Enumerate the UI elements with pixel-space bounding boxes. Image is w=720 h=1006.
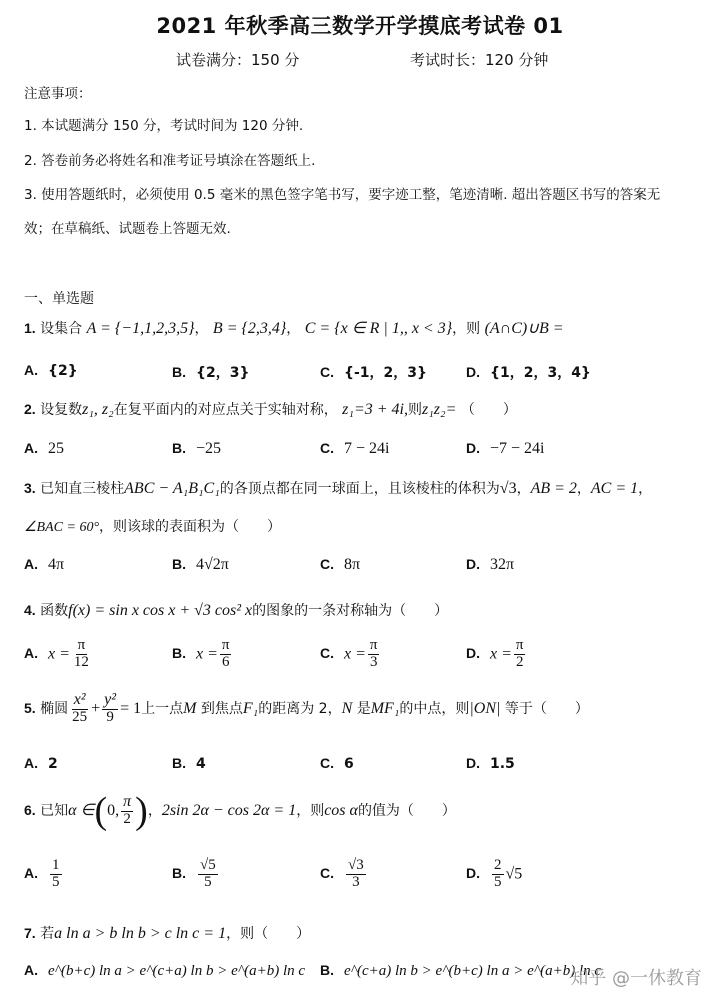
q4-text1: 函数: [40, 603, 69, 619]
q3-volume: √3: [499, 480, 517, 497]
q6-number: 6.: [24, 802, 36, 818]
q7-option-a-label: A.: [24, 962, 38, 978]
q5-plus: +: [91, 699, 101, 717]
q5-text3: 到焦点: [200, 700, 243, 717]
q4-option-c-xeq: x =: [344, 645, 366, 663]
watermark: 知乎 @一休教育: [570, 968, 702, 989]
q3-option-c-label: C.: [320, 556, 334, 572]
q5-option-b[interactable]: [172, 755, 206, 772]
q4-option-a-xeq: x =: [48, 645, 70, 663]
q2-z: z₁, z₂: [82, 401, 114, 418]
q2-option-b-text: −25: [196, 440, 222, 457]
note-1: 1. 本试题满分 150 分，考试时间为 120 分钟.: [24, 118, 304, 134]
note-3: 3. 使用答题纸时，必须使用 0.5 毫米的黑色签字笔书写，要字迹工整，笔迹清晰. 超出答题区书写的答案无: [24, 187, 661, 203]
q1-option-b[interactable]: [172, 362, 249, 382]
q6-option-a-label: A.: [24, 865, 38, 882]
q5-option-b-text: 4: [196, 756, 206, 772]
q6-c-den: 3: [352, 873, 360, 890]
q4-option-d-label: D.: [466, 645, 480, 662]
q5-option-c[interactable]: [320, 755, 354, 772]
q3-text2: 的各顶点都在同一球面上，且该棱柱的体积为: [219, 481, 500, 497]
q2-option-c[interactable]: [320, 440, 389, 458]
q3-ab: AB = 2: [530, 480, 577, 497]
q4-a-num: π: [77, 637, 86, 653]
section-heading: 一、单选题: [24, 291, 94, 307]
q3-option-d-label: D.: [466, 556, 480, 572]
q3-option-d[interactable]: [466, 556, 514, 574]
q6-option-c-label: C.: [320, 865, 334, 882]
note-2: 2. 答卷前务必将姓名和准考证号填涂在答题纸上.: [24, 153, 316, 169]
q3-text5: ，: [638, 481, 653, 497]
q1-option-b-label: B.: [172, 364, 186, 380]
q1-sep1: ，: [194, 321, 209, 337]
q5-f1: F₁: [242, 699, 259, 717]
q4-number: 4.: [24, 602, 36, 618]
q3-text3: ，: [516, 481, 531, 497]
q5-text5: 是: [356, 700, 371, 717]
q2-text3: 则: [408, 402, 422, 418]
q6-b-den: 5: [204, 873, 212, 890]
q6-a-den: 5: [52, 873, 60, 890]
q5-d1: 25: [72, 708, 88, 725]
q6-b-num: √5: [200, 857, 216, 873]
q6-pi: π: [123, 793, 132, 811]
q1-suffix: ，则: [452, 321, 481, 337]
q3-prism: ABC − A₁B₁C₁: [124, 480, 220, 497]
q2-paren: （ ）: [460, 402, 517, 418]
q4-option-b-xeq: x =: [196, 645, 218, 663]
q5-option-d-label: D.: [466, 755, 480, 771]
q5-text4: 的距离为 2，: [258, 700, 342, 717]
q4-option-a-frac: [72, 638, 91, 671]
q5-option-a-label: A.: [24, 755, 38, 771]
q1-option-a-label: A.: [24, 362, 38, 378]
question-5: [24, 692, 589, 726]
q5-frac-x: [70, 692, 89, 726]
q4-option-b[interactable]: [172, 638, 233, 671]
q3-option-b-text: 4√2π: [196, 556, 229, 573]
q2-text1: 设复数: [40, 402, 83, 418]
question-6: 6. 已知α ∈(0, $\frac{\pi}{2}$ )，2sin 2α − cos 2α = 1，则cos α的值为（ ）: [24, 790, 456, 832]
question-2: [24, 399, 517, 419]
q4-b-num: π: [221, 637, 230, 653]
q1-prefix: 设集合: [40, 321, 83, 337]
q2-option-a-text: 25: [48, 440, 64, 457]
q5-number: 5.: [24, 699, 36, 716]
q1-option-d-label: D.: [466, 364, 480, 380]
q7-option-b-label: B.: [320, 962, 334, 978]
q4-option-c-label: C.: [320, 645, 334, 662]
q5-m: M: [183, 699, 197, 717]
q6-two: 2: [123, 811, 131, 828]
q4-option-a[interactable]: [24, 638, 93, 671]
q5-d2: 9: [106, 708, 114, 725]
q4-c-den: 3: [369, 653, 378, 670]
q5-n: N: [341, 699, 353, 717]
q2-option-b-label: B.: [172, 440, 186, 456]
q4-option-b-label: B.: [172, 645, 186, 662]
q4-option-d[interactable]: [466, 638, 527, 671]
q2-option-a[interactable]: [24, 440, 64, 458]
q1-number: 1.: [24, 320, 36, 336]
q5-frac-y: [102, 692, 118, 726]
q2-option-c-text: 7 − 24i: [344, 440, 390, 457]
q6-a-num: 1: [52, 857, 60, 873]
q6-option-b-label: B.: [172, 865, 186, 882]
note-3-cont: 效；在草稿纸、试题卷上答题无效.: [24, 221, 231, 237]
q2-option-d-text: −7 − 24i: [490, 440, 545, 457]
q3-text6: ，则该球的表面积为（ ）: [99, 519, 282, 535]
q3-text1: 已知直三棱柱: [40, 481, 125, 497]
q4-option-c-frac: [368, 638, 380, 671]
q1-option-b-text: {2，3}: [196, 365, 250, 381]
q5-option-d-text: 1.5: [490, 756, 515, 772]
q4-option-d-frac: [514, 638, 526, 671]
q7-option-b[interactable]: [320, 962, 601, 980]
q5-mf1: MF₁: [370, 699, 400, 717]
q1-option-a-text: {2}: [48, 363, 78, 379]
q4-option-d-xeq: x =: [490, 645, 512, 663]
q5-option-d[interactable]: [466, 755, 515, 772]
q5-option-a[interactable]: [24, 755, 58, 772]
q5-x2: x²: [73, 691, 86, 708]
q1-set-c: C = {x ∈ R | 1,, x < 3}: [304, 320, 453, 337]
q7-condition: a ln a > b ln b > c ln c = 1: [54, 925, 227, 942]
q6-a-frac: [50, 858, 62, 891]
q3-option-a-text: 4π: [48, 556, 65, 573]
q7-option-b-text: e^(c+a) ln b > e^(b+c) ln a > e^(a+b) ln c: [344, 963, 602, 979]
q2-option-d-label: D.: [466, 440, 480, 456]
q1-sep2: ，: [286, 321, 301, 337]
q1-option-c-text: {-1，2，3}: [344, 365, 427, 381]
q4-option-c[interactable]: [320, 638, 381, 671]
q2-text2: 在复平面内的对应点关于实轴对称，: [113, 402, 338, 418]
q5-option-a-text: 2: [48, 756, 58, 772]
q6-text4: 的值为（ ）: [357, 803, 456, 819]
duration: 考试时长：120 分钟: [410, 51, 549, 69]
q4-d-num: π: [515, 637, 524, 653]
q6-alpha: α ∈: [68, 802, 95, 819]
q1-option-d-text: {1，2，3，4}: [490, 365, 591, 381]
q3-text4: ，: [576, 481, 591, 497]
q5-option-c-label: C.: [320, 755, 334, 771]
q5-option-c-text: 6: [344, 756, 354, 772]
question-3: [24, 478, 652, 498]
q6-cos: cos α: [324, 802, 358, 819]
q3-option-a[interactable]: [24, 556, 64, 574]
q1-expression: (A∩C)∪B =: [484, 320, 564, 337]
q4-a-den: 12: [73, 653, 89, 670]
q5-y2: y²: [104, 691, 117, 708]
q6-c-num: √3: [348, 857, 364, 873]
q6-b-frac: [198, 858, 218, 891]
q4-d-den: 2: [515, 653, 524, 670]
q4-option-a-label: A.: [24, 645, 38, 662]
q5-text6: 的中点，则: [399, 700, 470, 717]
q4-c-num: π: [369, 637, 378, 653]
question-4: [24, 600, 448, 620]
q6-option-c[interactable]: [320, 858, 368, 891]
q7-text2: ，则（ ）: [226, 926, 311, 942]
q3-option-c[interactable]: [320, 556, 360, 574]
q1-option-a[interactable]: [24, 362, 78, 379]
q6-text2: ，: [147, 803, 162, 819]
q4-b-den: 6: [221, 653, 230, 670]
q7-option-a[interactable]: [24, 962, 305, 980]
q3-option-b-label: B.: [172, 556, 186, 572]
q6-c-frac: [346, 858, 366, 891]
q1-option-d[interactable]: [466, 362, 591, 382]
q3-angle: ∠BAC = 60°: [24, 520, 100, 535]
q3-ac: AC = 1: [590, 480, 639, 497]
q5-text7: 等于（ ）: [504, 700, 589, 717]
q3-option-a-label: A.: [24, 556, 38, 572]
q3-option-c-text: 8π: [344, 556, 361, 573]
q1-option-c[interactable]: [320, 362, 427, 382]
q2-product: z₁z₂=: [422, 401, 457, 418]
question-3-cont: [24, 516, 281, 536]
q6-option-a[interactable]: [24, 858, 64, 891]
q5-eq1: = 1: [120, 699, 142, 717]
q6-d-tail: √5: [505, 865, 523, 883]
notes-heading: 注意事项：: [24, 86, 92, 102]
q6-option-b[interactable]: [172, 858, 220, 891]
q7-text1: 若: [40, 926, 55, 942]
q6-option-d[interactable]: [466, 858, 522, 891]
q2-equation: z₁=3 + 4i,: [342, 401, 408, 418]
q2-number: 2.: [24, 401, 36, 417]
q7-option-a-text: e^(b+c) ln a > e^(c+a) ln b > e^(a+b) ln c: [48, 963, 306, 979]
q5-on: |ON|: [469, 699, 501, 717]
q4-text2: 的图象的一条对称轴为（ ）: [252, 603, 449, 619]
q5-option-b-label: B.: [172, 755, 186, 771]
q1-set-b: B = {2,3,4}: [212, 320, 287, 337]
q2-option-b[interactable]: [172, 440, 221, 458]
q4-function: f(x) = sin x cos x + √3 cos² x: [68, 602, 253, 619]
q6-d-num: 2: [494, 857, 502, 873]
q6-option-d-label: D.: [466, 865, 480, 882]
q6-d-den: 5: [494, 873, 502, 890]
q5-text2: 上一点: [141, 700, 184, 717]
question-7: [24, 923, 310, 943]
question-1: [24, 318, 564, 338]
q6-text3: ，则: [296, 803, 325, 819]
q4-option-b-frac: [220, 638, 232, 671]
page-title: 2021 年秋季高三数学开学摸底考试卷 01: [156, 14, 564, 38]
q7-number: 7.: [24, 925, 36, 941]
q1-option-c-label: C.: [320, 364, 334, 380]
q3-number: 3.: [24, 480, 36, 496]
q6-d-frac: [492, 858, 504, 891]
q5-text1: 椭圆: [40, 700, 69, 717]
q3-option-d-text: 32π: [490, 556, 515, 573]
full-score: 试卷满分：150 分: [176, 51, 300, 69]
q1-set-a: A = {−1,1,2,3,5}: [86, 320, 195, 337]
q6-equation: 2sin 2α − cos 2α = 1: [161, 802, 297, 819]
q3-option-b[interactable]: [172, 556, 229, 574]
q2-option-d[interactable]: [466, 440, 545, 458]
q6-text1: 已知: [40, 803, 69, 819]
q6-interval-left: 0,: [107, 802, 120, 819]
q2-option-a-label: A.: [24, 440, 38, 456]
q2-option-c-label: C.: [320, 440, 334, 456]
q6-pi-over-2: [121, 794, 133, 828]
